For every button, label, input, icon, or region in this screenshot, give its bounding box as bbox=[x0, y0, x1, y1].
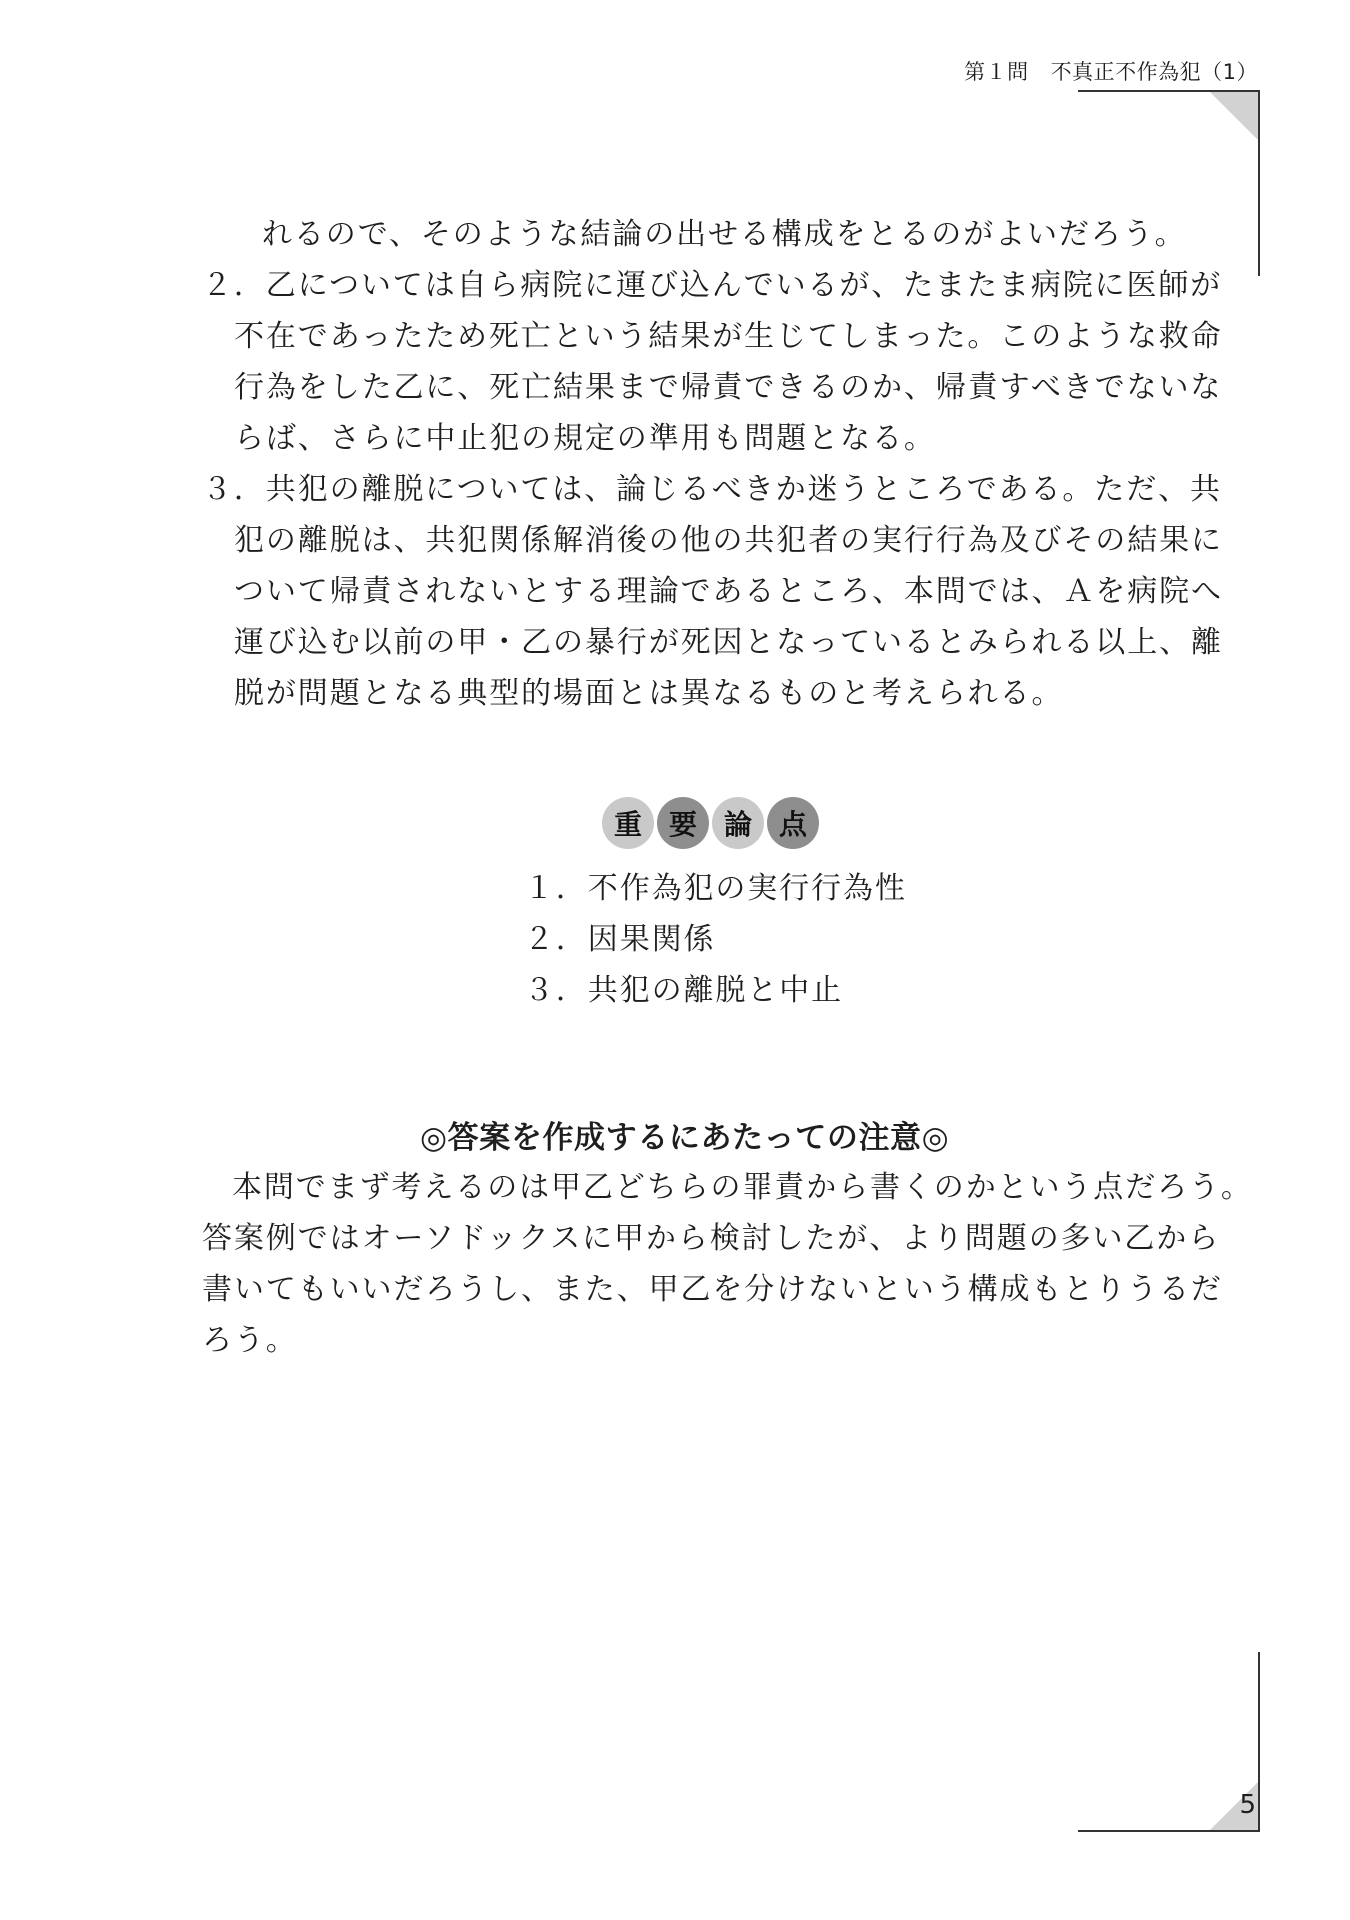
point-line: 犯の離脱は、共犯関係解消後の他の共犯者の実行行為及びその結果に bbox=[234, 523, 1223, 558]
point-line: ２．乙については自ら病院に運び込んでいるが、たまたま病院に医師が bbox=[202, 268, 1223, 303]
key-issues-badge: 要 bbox=[657, 797, 709, 849]
footer-rule bbox=[1078, 1830, 1260, 1832]
notes-heading: ◎答案を作成するにあたっての注意◎ bbox=[420, 1120, 950, 1156]
notes-body bbox=[202, 1162, 1253, 1366]
key-issues-badges bbox=[602, 797, 822, 849]
notes-line: ろう。 bbox=[202, 1323, 298, 1358]
continuation-line: れるので、そのような結論の出せる構成をとるのがよいだろう。 bbox=[262, 217, 1187, 252]
header-vertical-rule bbox=[1258, 90, 1260, 276]
point-line: 運び込む以前の甲・乙の暴行が死因となっているとみられる以上、離 bbox=[234, 625, 1223, 660]
top-corner-triangle bbox=[1210, 92, 1258, 140]
notes-line: 書いてもいいだろうし、また、甲乙を分けないという構成もとりうるだ bbox=[202, 1272, 1223, 1307]
notes-line: 本問でまず考えるのは甲乙どちらの罪責から書くのかという点だろう。 bbox=[232, 1170, 1253, 1205]
point-line: 不在であったため死亡という結果が生じてしまった。このような救命 bbox=[234, 319, 1223, 354]
key-issue-item: ３．共犯の離脱と中止 bbox=[524, 973, 843, 1008]
key-issue-item: ２．因果関係 bbox=[524, 922, 716, 957]
point-item bbox=[202, 464, 1232, 719]
key-issues-badge: 重 bbox=[602, 797, 654, 849]
key-issue-item: １．不作為犯の実行行為性 bbox=[524, 871, 907, 906]
page-number: 5 bbox=[1239, 1790, 1256, 1820]
running-head bbox=[964, 56, 1258, 86]
point-line: らば、さらに中止犯の規定の準用も問題となる。 bbox=[234, 421, 936, 456]
key-issues-badge: 点 bbox=[767, 797, 819, 849]
point-line: ついて帰責されないとする理論であるところ、本問では、Ａを病院へ bbox=[234, 574, 1223, 609]
notes-line: 答案例ではオーソドックスに甲から検討したが、より問題の多い乙から bbox=[202, 1221, 1221, 1256]
key-issues-list bbox=[524, 863, 907, 1016]
key-issues-badge: 論 bbox=[712, 797, 764, 849]
chapter-title: 不真正不作為犯（1） bbox=[1050, 60, 1258, 84]
footer-vertical-rule bbox=[1258, 1652, 1260, 1832]
point-item bbox=[202, 260, 1232, 464]
point-line: 行為をした乙に、死亡結果まで帰責できるのか、帰責すべきでないな bbox=[234, 370, 1223, 405]
chapter-label: 第１問 bbox=[964, 60, 1029, 84]
point-line: 脱が問題となる典型的場面とは異なるものと考えられる。 bbox=[234, 676, 1064, 711]
point-line: ３．共犯の離脱については、論じるべきか迷うところである。ただ、共 bbox=[202, 472, 1222, 507]
